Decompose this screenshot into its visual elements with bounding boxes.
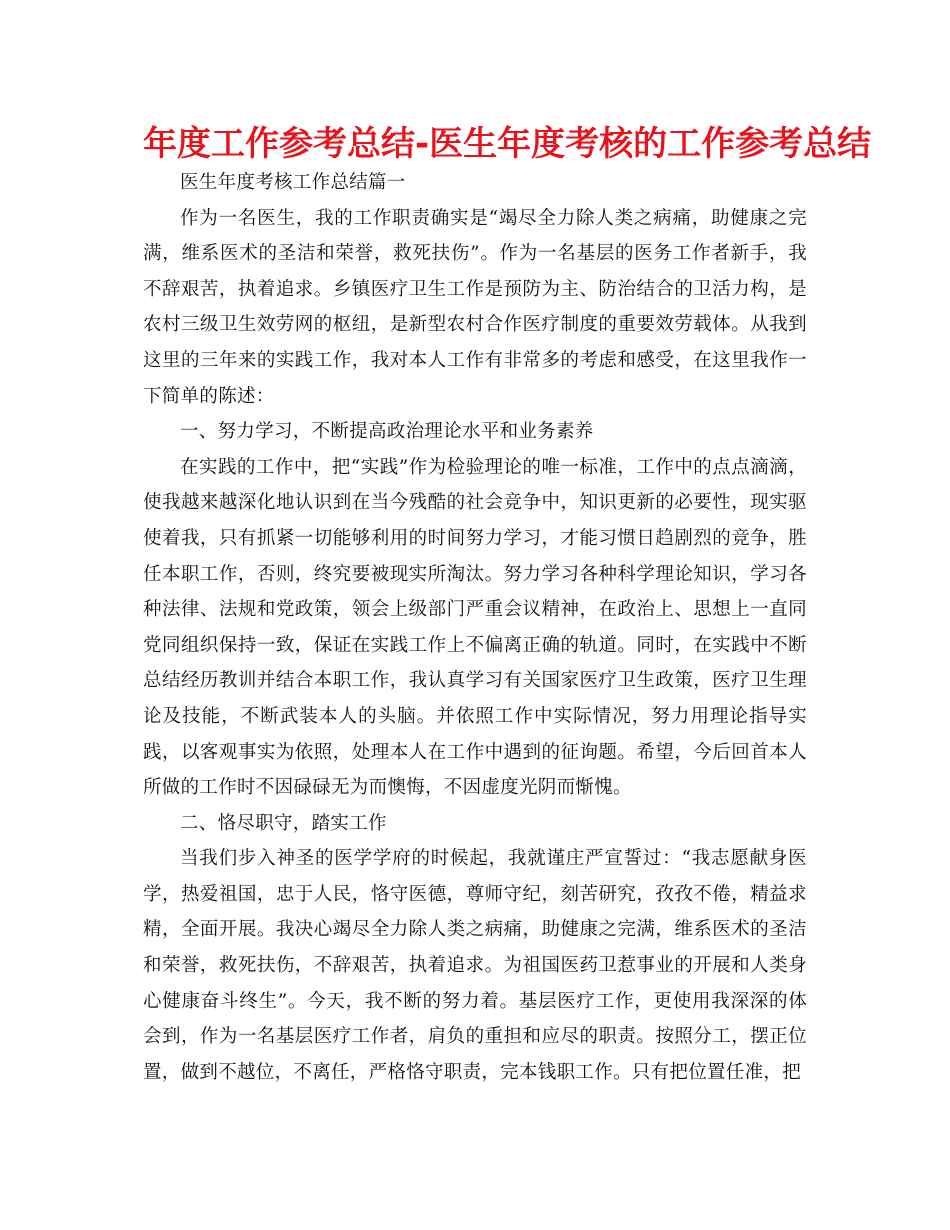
- body-paragraph: 在实践的工作中，把“实践”作为检验理论的唯一标准，工作中的点点滴滴，使我越来越深化地认识到在当今残酷的社会竞争中，知识更新的必要性，现实驱使着我，只有抓紧一切能够利用的时间努力学习，才能习惯日趋剧烈的竞争，胜任本职工作，否则，终究要被现实所淘汰。努力学习各种科学理论知识，学习各种法律、法规和党政策，领会上级部门严重会议精神，在政治上、思想上一直同党同组织保持一致，保证在实践工作上不偏离正确的轨道。同时，在实践中不断总结经历教训并结合本职工作，我认真学习有关国家医疗卫生政策，医疗卫生理论及技能，不断武装本人的头脑。并依照工作中实际情况，努力用理论指导实践，以客观事实为依照，处理本人在工作中遇到的征询题。希望，今后回首本人所做的工作时不因碌碌无为而懊悔，不因虚度光阴而惭愧。: [143, 456, 807, 799]
- section-heading: 一、努力学习，不断提高政治理论水平和业务素养: [180, 421, 594, 443]
- body-paragraph: 当我们步入神圣的医学学府的时候起，我就谨庄严宣誓过：“我志愿献身医学，热爱祖国，忠于人民，恪守医德，尊师守纪，刻苦研究，孜孜不倦，精益求精，全面开展。我决心竭尽全力除人类之病痛，助健康之完满，维系医术的圣洁和荣誉，救死扶伤，不辞艰苦，执着追求。为祖国医药卫惹事业的开展和人类身心健康奋斗终生”。今天，我不断的努力着。基层医疗工作，更使用我深深的体会到，作为一名基层医疗工作者，肩负的重担和应尽的职责。按照分工，摆正位置，做到不越位，不离任，严格恪守职责，完本钱职工作。只有把位置任准，把: [143, 848, 807, 1083]
- document-title: 年度工作参考总结-医生年度考核的工作参考总结: [143, 124, 872, 164]
- section-subtitle: 医生年度考核工作总结篇一: [180, 172, 406, 193]
- document-body: [143, 165, 807, 1090]
- body-paragraph: 作为一名医生，我的工作职责确实是“竭尽全力除人类之病痛，助健康之完满，维系医术的圣洁和荣誉，救死扶伤”。作为一名基层的医务工作者新手，我不辞艰苦，执着追求。乡镇医疗卫生工作是预防为主、防治结合的卫活力构，是农村三级卫生效劳网的枢纽，是新型农村合作医疗制度的重要效劳载体。从我到这里的三年来的实践工作，我对本人工作有非常多的考虑和感受，在这里我作一下简单的陈述：: [143, 207, 807, 407]
- section-heading: 二、恪尽职守，踏实工作: [180, 812, 387, 834]
